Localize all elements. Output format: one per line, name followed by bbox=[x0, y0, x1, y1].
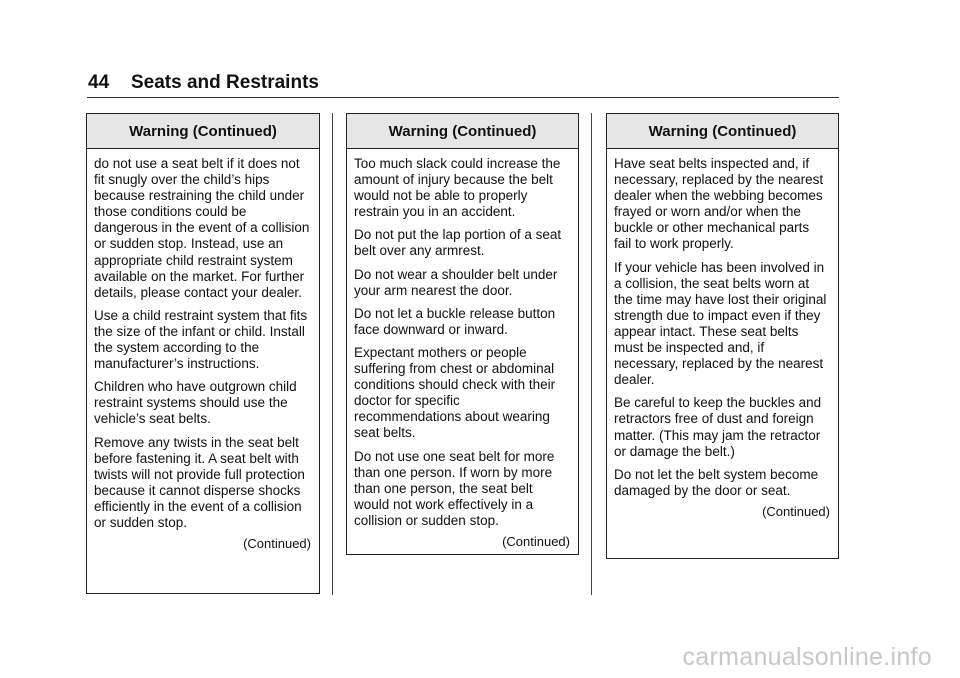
warning-paragraph: Remove any twists in the seat belt before fastening it. A seat belt with twists will not provide full protection because it cannot disperse shocks efficiently in the event of a collision or sudden stop. bbox=[94, 434, 305, 530]
warning-paragraph: Do not let the belt system become damaged by the door or seat. bbox=[614, 466, 819, 498]
warning-paragraph: Use a child restraint system that fits the size of the infant or child. Install the system according to the manufacturer’s instructions. bbox=[94, 307, 308, 372]
warning-paragraph: Too much slack could increase the amount of injury because the belt would not be able to properly restrain you in an accident. bbox=[354, 156, 561, 220]
warning-box-3 bbox=[606, 113, 839, 559]
watermark-text: carmanualsonline.info bbox=[682, 643, 932, 671]
warning-paragraph: Do not wear a shoulder belt under your arm nearest the door. bbox=[354, 266, 558, 298]
warning-paragraph: Do not let a buckle release button face downward or inward. bbox=[354, 305, 556, 337]
warning-box-2 bbox=[346, 113, 579, 555]
page-number: 44 bbox=[88, 72, 110, 93]
section-title: Seats and Restraints bbox=[131, 72, 319, 93]
warning-paragraph: If your vehicle has been involved in a collision, the seat belts worn at the time may have lost their original strength due to impact even if they appear intact. These seat belts must be inspected and, if necessary, replaced by the nearest dealer. bbox=[614, 259, 827, 388]
warning-title: Warning (Continued) bbox=[347, 114, 578, 149]
warning-paragraph: Expectant mothers or people suffering from chest or abdominal conditions should check with their doctor for specific recommendations about wearing seat belts. bbox=[354, 344, 556, 441]
warning-paragraph: Do not use one seat belt for more than one person. If worn by more than one person, the seat belt would not work effectively in a collision or sudden stop. bbox=[354, 448, 555, 528]
warning-body bbox=[347, 149, 578, 554]
warning-paragraph: Be careful to keep the buckles and retractors free of dust and foreign matter. (This may jam the retractor or damage the belt.) bbox=[614, 395, 822, 459]
warning-body bbox=[607, 149, 838, 524]
header-rule bbox=[87, 97, 839, 98]
warning-paragraph: Have seat belts inspected and, if necessary, replaced by the nearest dealer when the webbing becomes frayed or worn and/or when the buckle or other mechanical parts fail to work properly. bbox=[614, 156, 824, 252]
continued-label: (Continued) bbox=[243, 536, 311, 552]
column-divider-1 bbox=[332, 113, 333, 595]
warning-title: Warning (Continued) bbox=[87, 114, 319, 149]
warning-box-1 bbox=[86, 113, 320, 594]
continued-label: (Continued) bbox=[762, 503, 830, 519]
warning-paragraph: Children who have outgrown child restraint systems should use the vehicle’s seat belts. bbox=[94, 379, 297, 427]
warning-title: Warning (Continued) bbox=[607, 114, 838, 149]
page-header bbox=[88, 70, 840, 98]
column-divider-2 bbox=[591, 113, 592, 595]
warning-paragraph: do not use a seat belt if it does not fit snugly over the child’s hips because restraining the child under those conditions could be dangerous in the event of a collision or sudden stop. Instead, use an appropriate child restraint system available on the market. For further details, please contact your dealer. bbox=[94, 156, 310, 300]
continued-label: (Continued) bbox=[502, 533, 570, 549]
warning-body bbox=[87, 149, 319, 556]
warning-paragraph: Do not put the lap portion of a seat belt over any armrest. bbox=[354, 227, 562, 259]
